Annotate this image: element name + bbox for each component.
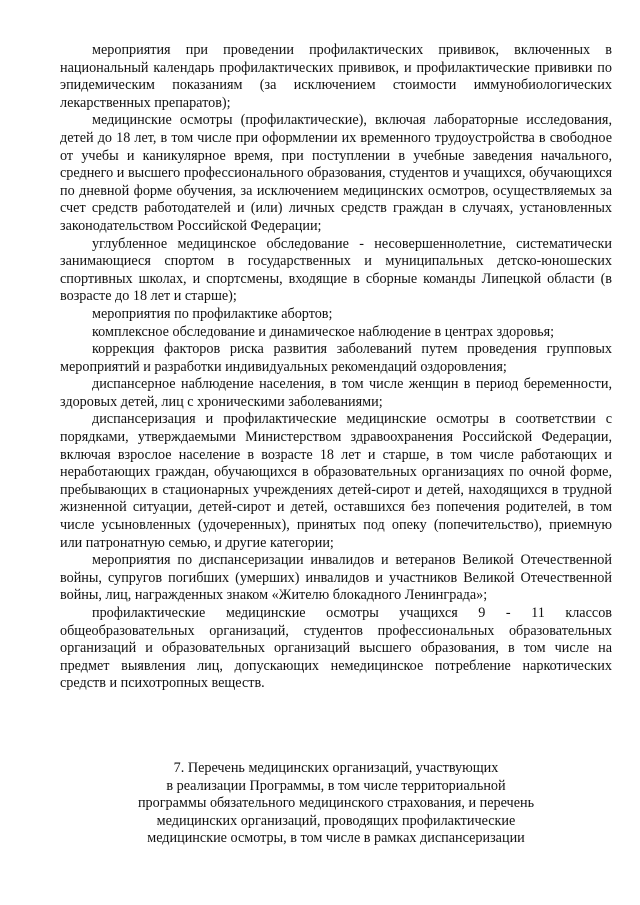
heading-line: 7. Перечень медицинских организаций, участвующих — [173, 760, 499, 776]
paragraph-vaccination: мероприятия при проведении профилактических прививок, включенных в национальный календарь профилактических прививок, и профилактические прививки по эпидемическим показаниям (за исключением стоимости иммунобиологических лекарственных препаратов); — [60, 42, 612, 111]
heading-line: программы обязательного медицинского страхования, и перечень — [137, 795, 535, 812]
paragraph-students-checkups: профилактические медицинские осмотры учащихся 9 - 11 классов общеобразовательных организаций, студентов профессиональных образовательных организаций и образовательных организаций высшего образования, в том числе на предмет выявления лиц, допускающих немедицинское потребление наркотических средств и психотропных веществ. — [60, 605, 612, 692]
paragraph-dispensarization: диспансеризация и профилактические медицинские осмотры в соответствии с порядками, утверждаемыми Министерством здравоохранения Российской Федерации, включая взрослое население в возрасте 18 лет и старше, в том числе работающих и неработающих граждан, обучающихся в образовательных организациях по очной форме, пребывающих в стационарных учреждениях детей-сирот и детей, находящихся в трудной жизненной ситуации, детей-сирот и детей, оставшихся без попечения родителей, в том числе усыновленных (удочеренных), принятых под опеку (попечительство), приемную или патронатную семью, и другие категории; — [60, 411, 612, 551]
section-heading — [60, 760, 612, 848]
heading-line: медицинских организаций, проводящих профилактические — [156, 812, 516, 829]
heading-line: медицинские осмотры, в том числе в рамках диспансеризации — [147, 830, 525, 847]
document-body — [60, 42, 612, 693]
paragraph-health-centers: комплексное обследование и динамическое наблюдение в центрах здоровья; — [92, 323, 555, 340]
paragraph-medical-checkups-children: медицинские осмотры (профилактические), включая лабораторные исследования, детей до 18 лет, в том числе при оформлении их временного трудоустройства в свободное от учебы и каникулярное время, при поступлении в учебные заведения начального, среднего и высшего профессионального образования, студентов и учащихся, обучающихся по дневной форме обучения, за исключением медицинских осмотров, осуществляемых за счет средств работодателей и (или) личных средств граждан в случаях, установленных законодательством Российской Федерации; — [60, 112, 612, 234]
paragraph-dispensary-observation: диспансерное наблюдение населения, в том числе женщин в период беременности, здоровых детей, лиц с хроническими заболеваниями; — [60, 376, 612, 410]
paragraph-risk-factors: коррекция факторов риска развития заболеваний путем проведения групповых мероприятий и разработки индивидуальных рекомендаций оздоровления; — [60, 341, 612, 375]
paragraph-veterans-dispensarization: мероприятия по диспансеризации инвалидов и ветеранов Великой Отечественной войны, супругов погибших (умерших) инвалидов и участников Великой Отечественной войны, лиц, награжденных знаком «Жителю блокадного Ленинграда»; — [60, 552, 612, 604]
heading-line: в реализации Программы, в том числе территориальной — [166, 777, 506, 794]
paragraph-in-depth-examination: углубленное медицинское обследование - несовершеннолетние, систематически занимающиеся спортом в государственных и муниципальных детско-юношеских спортивных школах, и спортсмены, входящие в сборные команды Липецкой области (в возрасте до 18 лет и старше); — [60, 235, 612, 305]
paragraph-abortion-prevention: мероприятия по профилактике абортов; — [92, 305, 333, 322]
